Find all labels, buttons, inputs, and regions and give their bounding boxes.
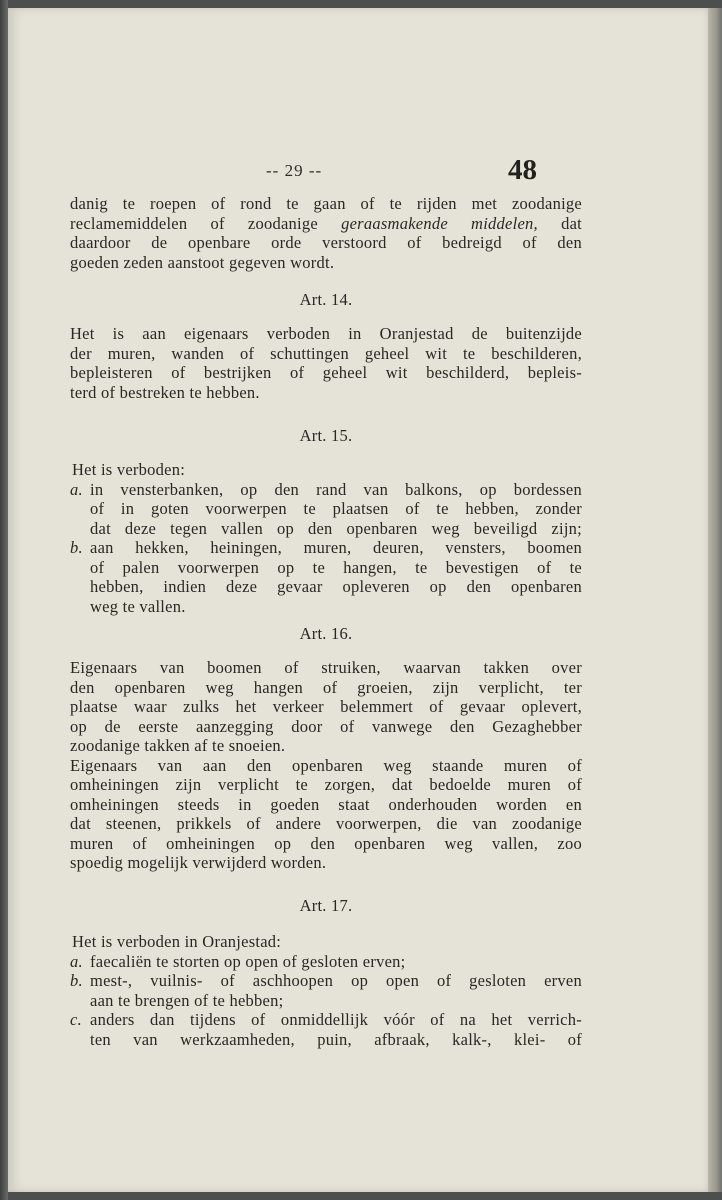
article-17 [70,896,582,916]
article-16 [70,624,582,644]
article-heading: Art. 15. [299,426,353,445]
text-line: Het is verboden: [72,460,186,479]
text-line: Het is aan eigenaars verboden in Oranjestad de buitenzijde [70,324,582,343]
intro-paragraph [70,194,582,272]
page-header [8,156,708,196]
text-line: goeden zeden aanstoot gegeven wordt. [70,252,335,272]
list-item: a. faecaliën te storten op open of gesloten erven; [70,951,406,971]
scan-bottom-edge [8,1192,722,1200]
article-15-body [70,460,582,616]
text-line: omheiningen steeds in goeden staat onderhouden worden en [70,794,582,814]
article-16-body [70,658,582,873]
item-letter: c. [70,1010,82,1029]
folio-number: 48 [508,154,537,186]
article-14 [70,290,582,310]
text-line: danig te roepen of rond te gaan of te rijden met zoodanige [70,194,582,213]
item-letter: b. [70,971,83,990]
text-line: terd of bestreken te hebben. [70,382,260,402]
document-page [8,8,708,1192]
page-label: -- 29 -- [266,161,323,180]
item-letter: a. [70,951,83,971]
text-line: omheiningen zijn verplicht te zorgen, dat bedoelde muren of [70,775,582,794]
text-line: of in goten voorwerpen te plaatsen of te hebben, zonder [90,499,582,518]
text-line: Eigenaars van aan den openbaren weg staande muren of [70,755,582,775]
book-binding [0,0,8,1200]
text-line: ten van werkzaamheden, puin, afbraak, kalk-, klei- of [90,1029,582,1049]
text-line: der muren, wanden of schuttingen geheel wit te beschilderen, [70,343,582,363]
text-line: Eigenaars van boomen of struiken, waarvan takken over [70,658,582,677]
list-item: c. anders dan tijdens of onmiddellijk vóór of na het verrich- [70,1010,582,1029]
text-line: zoodanige takken af te snoeien. [70,736,286,755]
article-14-body [70,324,582,402]
text-line: aan te brengen of te hebben; [90,990,284,1010]
article-15 [70,426,582,446]
scan-top-edge [8,0,722,8]
list-item: a. in vensterbanken, op den rand van balkons, op bordessen [70,479,582,499]
article-17-body [70,932,582,1049]
article-heading: Art. 17. [299,896,353,915]
text-line: daardoor de openbare orde verstoord of bedreigd of den [70,233,582,252]
text-line: dat steenen, prikkels of andere voorwerpen, die van zoodanige [70,814,582,833]
page-fore-edge [708,8,722,1192]
text-line: muren of omheiningen op den openbaren weg vallen, zoo [70,833,582,853]
list-item: b. mest-, vuilnis- of aschhoopen op open of gesloten erven [70,971,582,990]
text-line: plaatse waar zulks het verkeer belemmert of gevaar oplevert, [70,697,582,716]
text-line: bepleisteren of bestrijken of geheel wit beschilderd, bepleis- [70,363,582,382]
text-line: spoedig mogelijk verwijderd worden. [70,853,327,872]
text-line: hebben, indien deze gevaar opleveren op den openbaren [90,577,582,596]
text-line: Het is verboden in Oranjestad: [72,932,282,951]
text-line: den openbaren weg hangen of groeien, zijn verplicht, ter [70,677,582,697]
text-line: dat deze tegen vallen op den openbaren weg beveiligd zijn; [90,518,582,538]
item-letter: b. [70,538,83,557]
article-heading: Art. 14. [299,290,353,309]
text-line: of palen voorwerpen op te hangen, te bevestigen of te [90,557,582,577]
article-heading: Art. 16. [299,624,353,643]
text-line: reclamemiddelen of zoodanige geraasmakende middelen, dat [70,213,582,233]
item-letter: a. [70,479,83,499]
list-item: b. aan hekken, heiningen, muren, deuren, vensters, boomen [70,538,582,557]
text-line: weg te vallen. [90,596,186,616]
text-line: op de eerste aanzegging door of vanwege den Gezaghebber [70,716,582,736]
